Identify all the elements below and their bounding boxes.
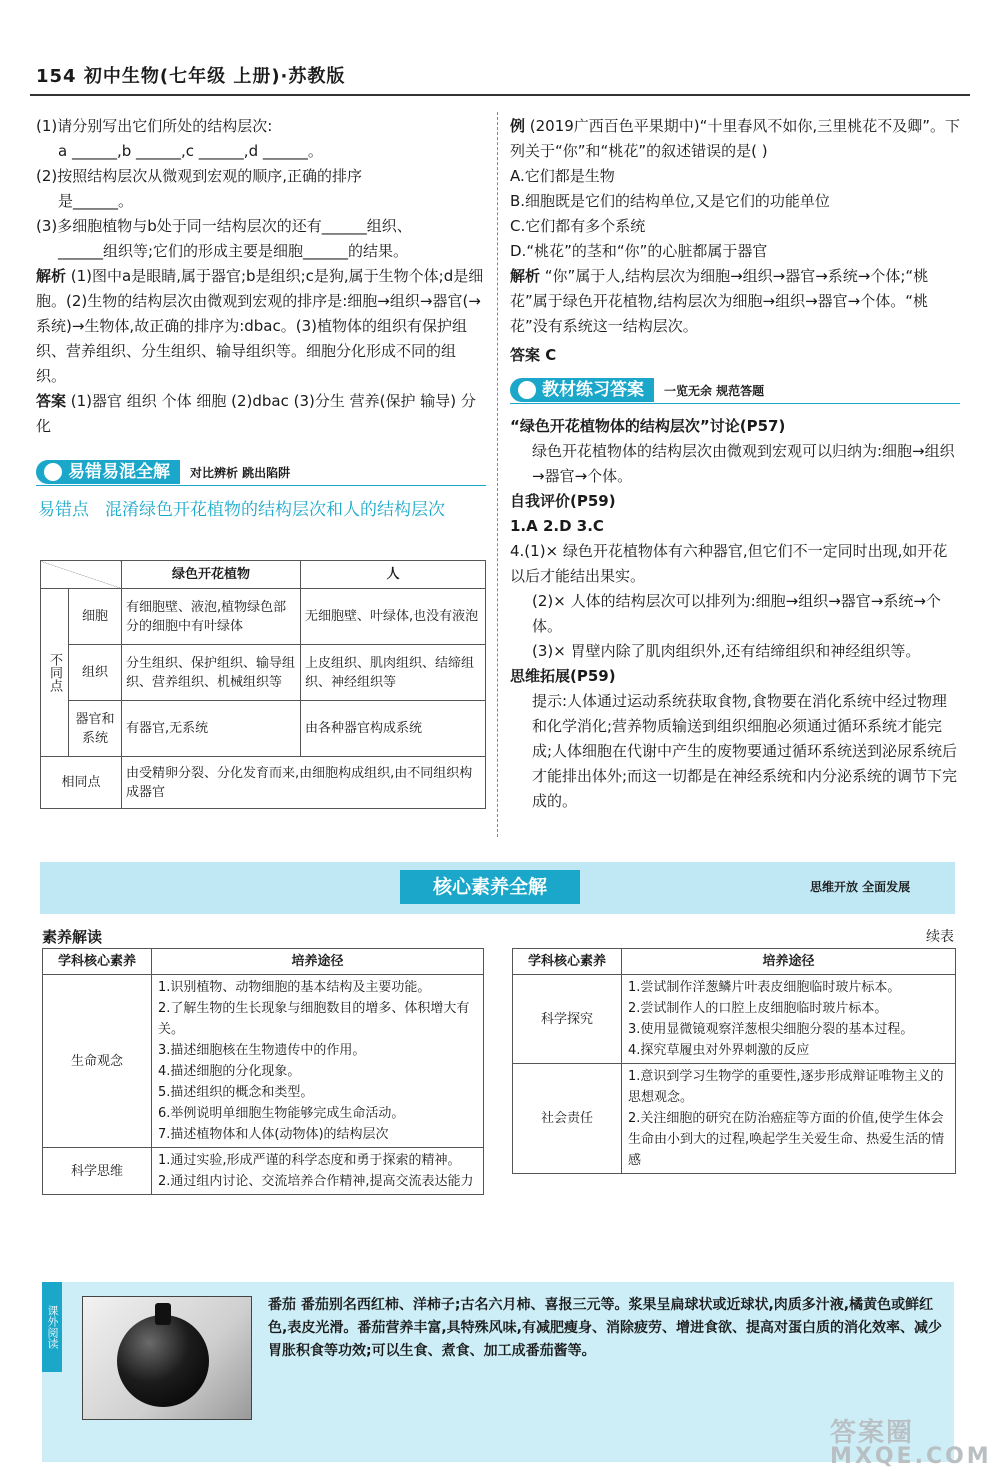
question-3-cont: ______组织等;它们的形成主要是细胞______的结果。 <box>58 242 409 260</box>
example-tag: 例 <box>510 117 526 135</box>
core-title: 核心素养全解 <box>400 870 580 904</box>
list-item: 4.探究草履虫对外界刺激的反应 <box>628 1043 810 1058</box>
right-column <box>510 114 960 368</box>
literacy-name: 科学思维 <box>43 1148 152 1195</box>
same-label: 相同点 <box>41 757 122 809</box>
list-item: 3.描述细胞核在生物遗传中的作用。 <box>158 1043 366 1058</box>
tomato-text-block <box>268 1294 944 1363</box>
list-item: 3.使用显微镜观察洋葱根尖细胞分裂的基本过程。 <box>628 1022 914 1037</box>
textbook-banner-sub: 一览无余 规范答题 <box>664 383 765 398</box>
literacy-table-right <box>512 948 956 1174</box>
textbook-banner-line <box>510 403 960 404</box>
answer-tag: 答案 <box>36 392 67 410</box>
textbook-answers <box>510 414 960 814</box>
literacy-name: 生命观念 <box>43 975 152 1148</box>
q4-part1: 4.(1)× 绿色开花植物体有六种器官,但它们不一定同时出现,如开花以后才能结出果实。 <box>510 542 948 585</box>
speaker-icon <box>518 381 536 399</box>
table-corner <box>41 561 122 589</box>
textbook-banner <box>510 378 960 402</box>
analysis-tag: 解析 <box>36 267 67 285</box>
table-row <box>43 975 484 1148</box>
stem-icon <box>155 1303 171 1325</box>
discussion-title: “绿色开花植物体的结构层次”讨论(P57) <box>510 417 786 435</box>
row-label: 器官和系统 <box>69 701 122 757</box>
option-a: A.它们都是生物 <box>510 167 615 185</box>
table-row <box>513 975 956 1064</box>
cell-human: 上皮组织、肌肉组织、结缔组织、神经组织等 <box>301 645 486 701</box>
example-text: (2019广西百色平果期中)“十里春风不如你,三里桃花不及卿”。下列关于“你”和“桃花”的叙述错误的是( ) <box>510 117 960 160</box>
cell-human: 由各种器官构成系统 <box>301 701 486 757</box>
literacy-items <box>152 1148 484 1195</box>
q4-part3: (3)× 胃壁内除了肌肉组织外,还有结缔组织和神经组织等。 <box>532 642 921 660</box>
answer-block <box>510 343 960 368</box>
page-header: 154 初中生物(七年级 上册)·苏教版 <box>36 66 346 87</box>
row-label: 组织 <box>69 645 122 701</box>
self-eval-answers: 1.A 2.D 3.C <box>510 517 604 535</box>
core-subtitle: 思维开放 全面发展 <box>810 880 911 894</box>
literacy-items <box>152 975 484 1148</box>
analysis-text: (1)图中a是眼睛,属于器官;b是组织;c是狗,属于生物个体;d是细胞。(2)生物的结构层次由微观到宏观的排序是:细胞→组织→器官(→系统)→生物体,故正确的排序为:dbac。(3)植物体的组织有保护组织、营养组织、分生组织、输导组织等。细胞分化形成不同的组织。 <box>36 267 484 385</box>
mistake-banner-line <box>36 485 486 486</box>
tomato-description: 番茄别名西红柿、洋柿子;古名六月柿、喜报三元等。浆果呈扁球状或近球状,肉质多汁液,橘黄色或鲜红色,表皮光滑。番茄营养丰富,具特殊风味,有减肥瘦身、消除疲劳、增进食欲、提高对蛋白质的消化效率、减少胃胀积食等功效;可以生食、煮食、加工成番茄酱等。 <box>268 1297 942 1359</box>
cell-plant: 有器官,无系统 <box>122 701 301 757</box>
question-1-blanks: a ______,b ______,c ______,d ______。 <box>58 142 323 160</box>
col-human: 人 <box>301 561 486 589</box>
watermark-logo: 答案圈 <box>830 1418 915 1448</box>
literacy-name: 社会责任 <box>513 1064 622 1174</box>
mistake-banner-label: 易错易混全解 <box>68 462 170 482</box>
mistake-banner-sub: 对比辨析 跳出陷阱 <box>190 465 291 480</box>
column-divider <box>497 112 498 837</box>
cell-plant: 分生组织、保护组织、输导组织、营养组织、机械组织等 <box>122 645 301 701</box>
q4-part2: (2)× 人体的结构层次可以排列为:细胞→组织→器官→系统→个体。 <box>532 592 941 635</box>
literacy-table-left <box>42 948 484 1195</box>
textbook-banner-label: 教材练习答案 <box>542 380 644 400</box>
option-d: D.“桃花”的茎和“你”的心脏都属于器官 <box>510 242 768 260</box>
table-row-same <box>41 757 486 809</box>
table-row <box>41 701 486 757</box>
table-row <box>43 1148 484 1195</box>
table-row <box>41 589 486 645</box>
core-right-note: 续表 <box>926 929 954 945</box>
list-item: 4.描述细胞的分化现象。 <box>158 1064 301 1079</box>
think-title: 思维拓展(P59) <box>510 667 616 685</box>
analysis-block <box>510 264 960 339</box>
question-1: (1)请分别写出它们所处的结构层次: <box>36 117 273 135</box>
mistake-banner <box>36 460 486 484</box>
table-row <box>513 1064 956 1174</box>
list-item: 1.识别植物、动物细胞的基本结构及主要功能。 <box>158 980 431 995</box>
col-approach: 培养途径 <box>622 949 956 975</box>
watermark-url: MXQE.COM <box>830 1444 992 1469</box>
example-question <box>510 114 960 164</box>
analysis-block <box>36 264 484 389</box>
left-column <box>36 114 484 439</box>
literacy-items <box>622 975 956 1064</box>
cell-human: 无细胞壁、叶绿体,也没有液泡 <box>301 589 486 645</box>
list-item: 6.举例说明单细胞生物能够完成生命活动。 <box>158 1106 405 1121</box>
answer-text: (1)器官 组织 个体 细胞 (2)dbac (3)分生 营养(保护 输导) 分化 <box>36 392 476 435</box>
list-item: 1.通过实验,形成严谨的科学态度和勇于探索的精神。 <box>158 1153 461 1168</box>
tomato-icon <box>117 1315 209 1407</box>
group-label: 不同点 <box>41 589 69 757</box>
same-text: 由受精卵分裂、分化发育而来,由细胞构成组织,由不同组织构成器官 <box>122 757 486 809</box>
analysis-text: “你”属于人,结构层次为细胞→组织→器官→系统→个体;“桃花”属于绿色开花植物,结构层次为细胞→组织→器官→个体。“桃花”没有系统这一结构层次。 <box>510 267 929 335</box>
list-item: 1.意识到学习生物学的重要性,逐步形成辩证唯物主义的思想观念。 <box>628 1069 944 1105</box>
list-item: 2.了解生物的生长现象与细胞数目的增多、体积增大有关。 <box>158 1001 470 1037</box>
think-text: 提示:人体通过运动系统获取食物,食物要在消化系统中经过物理和化学消化;营养物质输送到组织细胞必须通过循环系统才能完成;人体细胞在代谢中产生的废物要通过循环系统送到泌尿系统后才能排出体外;而这一切都是在神经系统和内分泌系统的调节下完成的。 <box>532 692 958 810</box>
list-item: 5.描述组织的概念和类型。 <box>158 1085 314 1100</box>
col-approach: 培养途径 <box>152 949 484 975</box>
question-2: (2)按照结构层次从微观到宏观的顺序,正确的排序 <box>36 167 363 185</box>
reading-side-tag: 课外阅读 <box>42 1282 62 1372</box>
option-b: B.细胞既是它们的结构单位,又是它们的功能单位 <box>510 192 830 210</box>
error-point <box>38 497 484 524</box>
tomato-photo <box>82 1296 252 1420</box>
textbook-banner-title <box>510 378 654 402</box>
self-eval-title: 自我评价(P59) <box>510 492 616 510</box>
row-label: 细胞 <box>69 589 122 645</box>
list-item: 2.尝试制作人的口腔上皮细胞临时玻片标本。 <box>628 1001 888 1016</box>
list-item: 7.描述植物体和人体(动物体)的结构层次 <box>158 1127 389 1142</box>
list-item: 2.关注细胞的研究在防治癌症等方面的价值,使学生体会生命由小到大的过程,唤起学生关爱生命、热爱生活的情感 <box>628 1111 945 1168</box>
answer-text: C <box>540 346 557 364</box>
literacy-name: 科学探究 <box>513 975 622 1064</box>
list-item: 2.通过组内讨论、交流培养合作精神,提高交流表达能力 <box>158 1174 474 1189</box>
option-c: C.它们都有多个系统 <box>510 217 646 235</box>
error-text: 混淆绿色开花植物的结构层次和人的结构层次 <box>105 500 445 520</box>
col-literacy: 学科核心素养 <box>513 949 622 975</box>
speaker-icon <box>44 463 62 481</box>
question-3: (3)多细胞植物与b处于同一结构层次的还有______组织、 <box>36 217 412 235</box>
discussion-text: 绿色开花植物体的结构层次由微观到宏观可以归纳为:细胞→组织→器官→个体。 <box>532 442 955 485</box>
tomato-name: 番茄 <box>268 1297 296 1313</box>
comparison-table <box>40 560 486 809</box>
error-tag: 易错点 <box>38 500 89 520</box>
question-2-cont: 是______。 <box>58 192 134 210</box>
analysis-tag: 解析 <box>510 267 541 285</box>
col-literacy: 学科核心素养 <box>43 949 152 975</box>
answer-tag: 答案 <box>510 346 541 364</box>
literacy-items <box>622 1064 956 1174</box>
table-row <box>41 645 486 701</box>
list-item: 1.尝试制作洋葱鳞片叶表皮细胞临时玻片标本。 <box>628 980 901 995</box>
answer-block <box>36 389 484 439</box>
header-rule <box>30 94 970 96</box>
col-plant: 绿色开花植物 <box>122 561 301 589</box>
mistake-banner-title <box>36 460 180 484</box>
cell-plant: 有细胞壁、液泡,植物绿色部分的细胞中有叶绿体 <box>122 589 301 645</box>
core-left-title: 素养解读 <box>42 928 103 946</box>
